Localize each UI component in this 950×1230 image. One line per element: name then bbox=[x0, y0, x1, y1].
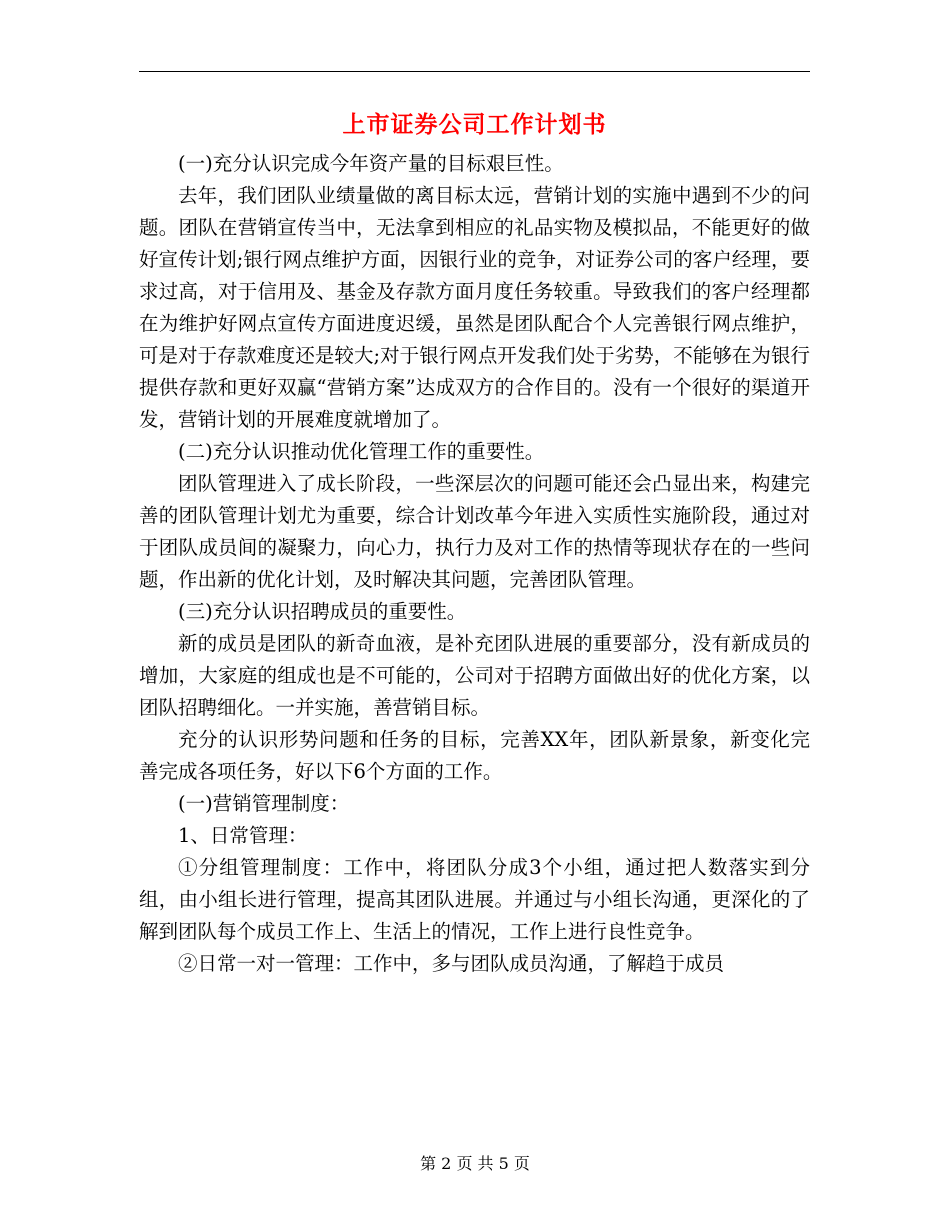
paragraph: 新的成员是团队的新奇血液，是补充团队进展的重要部分，没有新成员的增加，大家庭的组成也是不可能的，公司对于招聘方面做出好的优化方案，以团队招聘细化。一并实施，善营销目标。 bbox=[139, 632, 810, 719]
paragraph: 团队管理进入了成长阶段，一些深层次的问题可能还会凸显出来，构建完善的团队管理计划尤为重要，综合计划改革今年进入实质性实施阶段，通过对于团队成员间的凝聚力，向心力，执行力及对工作的热情等现状存在的一些问题，作出新的优化计划，及时解决其问题，完善团队管理。 bbox=[139, 472, 810, 591]
document-body bbox=[139, 148, 810, 980]
paragraph-item-1: ①分组管理制度：工作中，将团队分成3个小组，通过把人数落实到分组，由小组长进行管理，提高其团队进展。并通过与小组长沟通，更深化的了解到团队每个成员工作上、生活上的情况，工作上进行良性竞争。 bbox=[139, 856, 810, 943]
paragraph-heading-1: (一)充分认识完成今年资产量的目标艰巨性。 bbox=[178, 152, 564, 175]
paragraph-heading-2: (二)充分认识推动优化管理工作的重要性。 bbox=[178, 440, 545, 463]
paragraph-heading-daily: 1、日常管理： bbox=[178, 824, 308, 847]
paragraph-item-2: ②日常一对一管理：工作中，多与团队成员沟通，了解趋于成员 bbox=[178, 952, 725, 975]
paragraph: 充分的认识形势问题和任务的目标，完善XX年，团队新景象，新变化完善完成各项任务，好以下6个方面的工作。 bbox=[139, 728, 810, 783]
paragraph: 去年，我们团队业绩量做的离目标太远，营销计划的实施中遇到不少的问题。团队在营销宣传当中，无法拿到相应的礼品实物及模拟品，不能更好的做好宣传计划;银行网点维护方面，因银行业的竞争，对证券公司的客户经理，要求过高，对于信用及、基金及存款方面月度任务较重。导致我们的客户经理都在为维护好网点宣传方面进度迟缓，虽然是团队配合个人完善银行网点维护，可是对于存款难度还是较大;对于银行网点开发我们处于劣势，不能够在为银行提供存款和更好双赢“营销方案”达成双方的合作目的。没有一个很好的渠道开发，营销计划的开展难度就增加了。 bbox=[139, 184, 810, 431]
page-footer: 第 2 页 共 5 页 bbox=[420, 1154, 530, 1173]
paragraph-heading-marketing: (一)营销管理制度： bbox=[178, 792, 350, 815]
paragraph-heading-3: (三)充分认识招聘成员的重要性。 bbox=[178, 600, 467, 623]
header-rule bbox=[139, 71, 810, 72]
document-title: 上市证券公司工作计划书 bbox=[342, 111, 607, 138]
